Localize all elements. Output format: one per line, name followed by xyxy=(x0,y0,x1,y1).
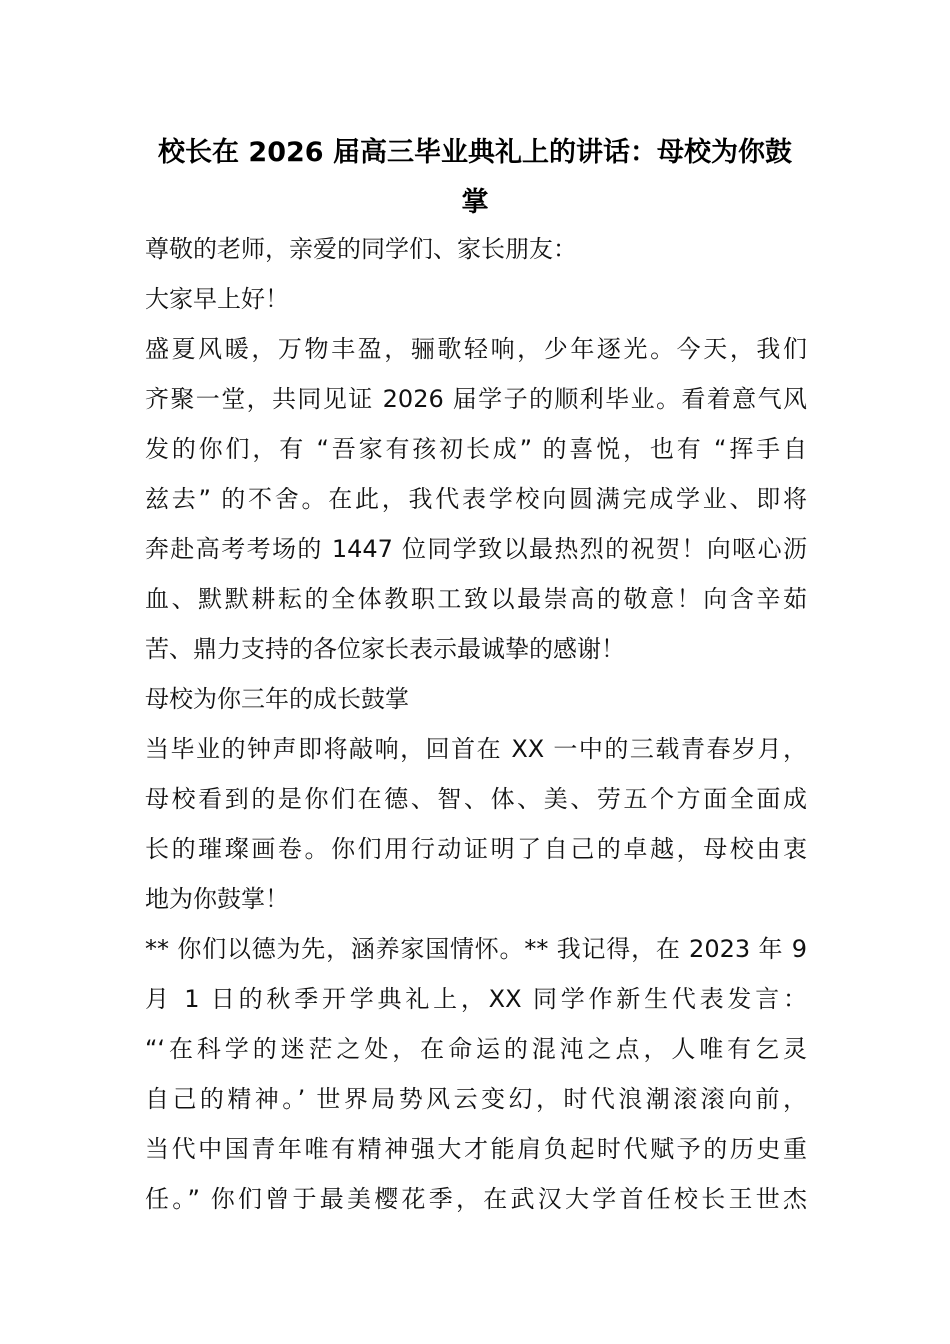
section-heading: 母校为你三年的成长鼓掌 xyxy=(145,685,409,713)
paragraph-1-line: 兹去” 的不舍。在此，我代表学校向圆满完成学业、即将 xyxy=(145,485,807,513)
paragraph-2-line: 当毕业的钟声即将敲响，回首在 XX 一中的三载青春岁月， xyxy=(145,735,807,763)
document-body xyxy=(145,224,807,1224)
paragraph-1-line: 奔赴高考考场的 1447 位同学致以最热烈的祝贺！向呕心沥 xyxy=(145,535,807,563)
title-line-2: 掌 xyxy=(461,187,489,218)
paragraph-1-line: 齐聚一堂，共同见证 2026 届学子的顺利毕业。看着意气风 xyxy=(145,385,807,413)
paragraph-3-line: 任。” 你们曾于最美樱花季，在武汉大学首任校长王世杰 xyxy=(145,1185,807,1213)
paragraph-1-line: 盛夏风暖，万物丰盈，骊歌轻响，少年逐光。今天，我们 xyxy=(145,335,807,363)
greeting: 大家早上好！ xyxy=(145,285,289,313)
paragraph-1-line: 苦、鼎力支持的各位家长表示最诚挚的感谢！ xyxy=(145,635,625,663)
paragraph-3-line: “‘在科学的迷茫之处，在命运的混沌之点，人唯有乞灵 xyxy=(145,1035,807,1063)
title-line-1: 校长在 2026 届高三毕业典礼上的讲话：母校为你鼓 xyxy=(158,137,792,168)
paragraph-1-line: 发的你们，有 “吾家有孩初长成” 的喜悦，也有 “挥手自 xyxy=(145,435,807,463)
paragraph-2-line: 母校看到的是你们在德、智、体、美、劳五个方面全面成 xyxy=(145,785,807,813)
paragraph-2-line: 地为你鼓掌！ xyxy=(145,885,289,913)
paragraph-2-line: 长的璀璨画卷。你们用行动证明了自己的卓越，母校由衷 xyxy=(145,835,807,863)
document-title xyxy=(120,128,830,228)
paragraph-3-line: 月 1 日的秋季开学典礼上，XX 同学作新生代表发言： xyxy=(145,985,807,1013)
paragraph-3-line: ** 你们以德为先，涵养家国情怀。** 我记得，在 2023 年 9 xyxy=(145,935,807,963)
paragraph-1-line: 血、默默耕耘的全体教职工致以最崇高的敬意！向含辛茹 xyxy=(145,585,807,613)
salutation: 尊敬的老师，亲爱的同学们、家长朋友： xyxy=(145,235,577,263)
paragraph-3-line: 自己的精神。’ 世界局势风云变幻，时代浪潮滚滚向前， xyxy=(145,1085,807,1113)
paragraph-3-line: 当代中国青年唯有精神强大才能肩负起时代赋予的历史重 xyxy=(145,1135,807,1163)
